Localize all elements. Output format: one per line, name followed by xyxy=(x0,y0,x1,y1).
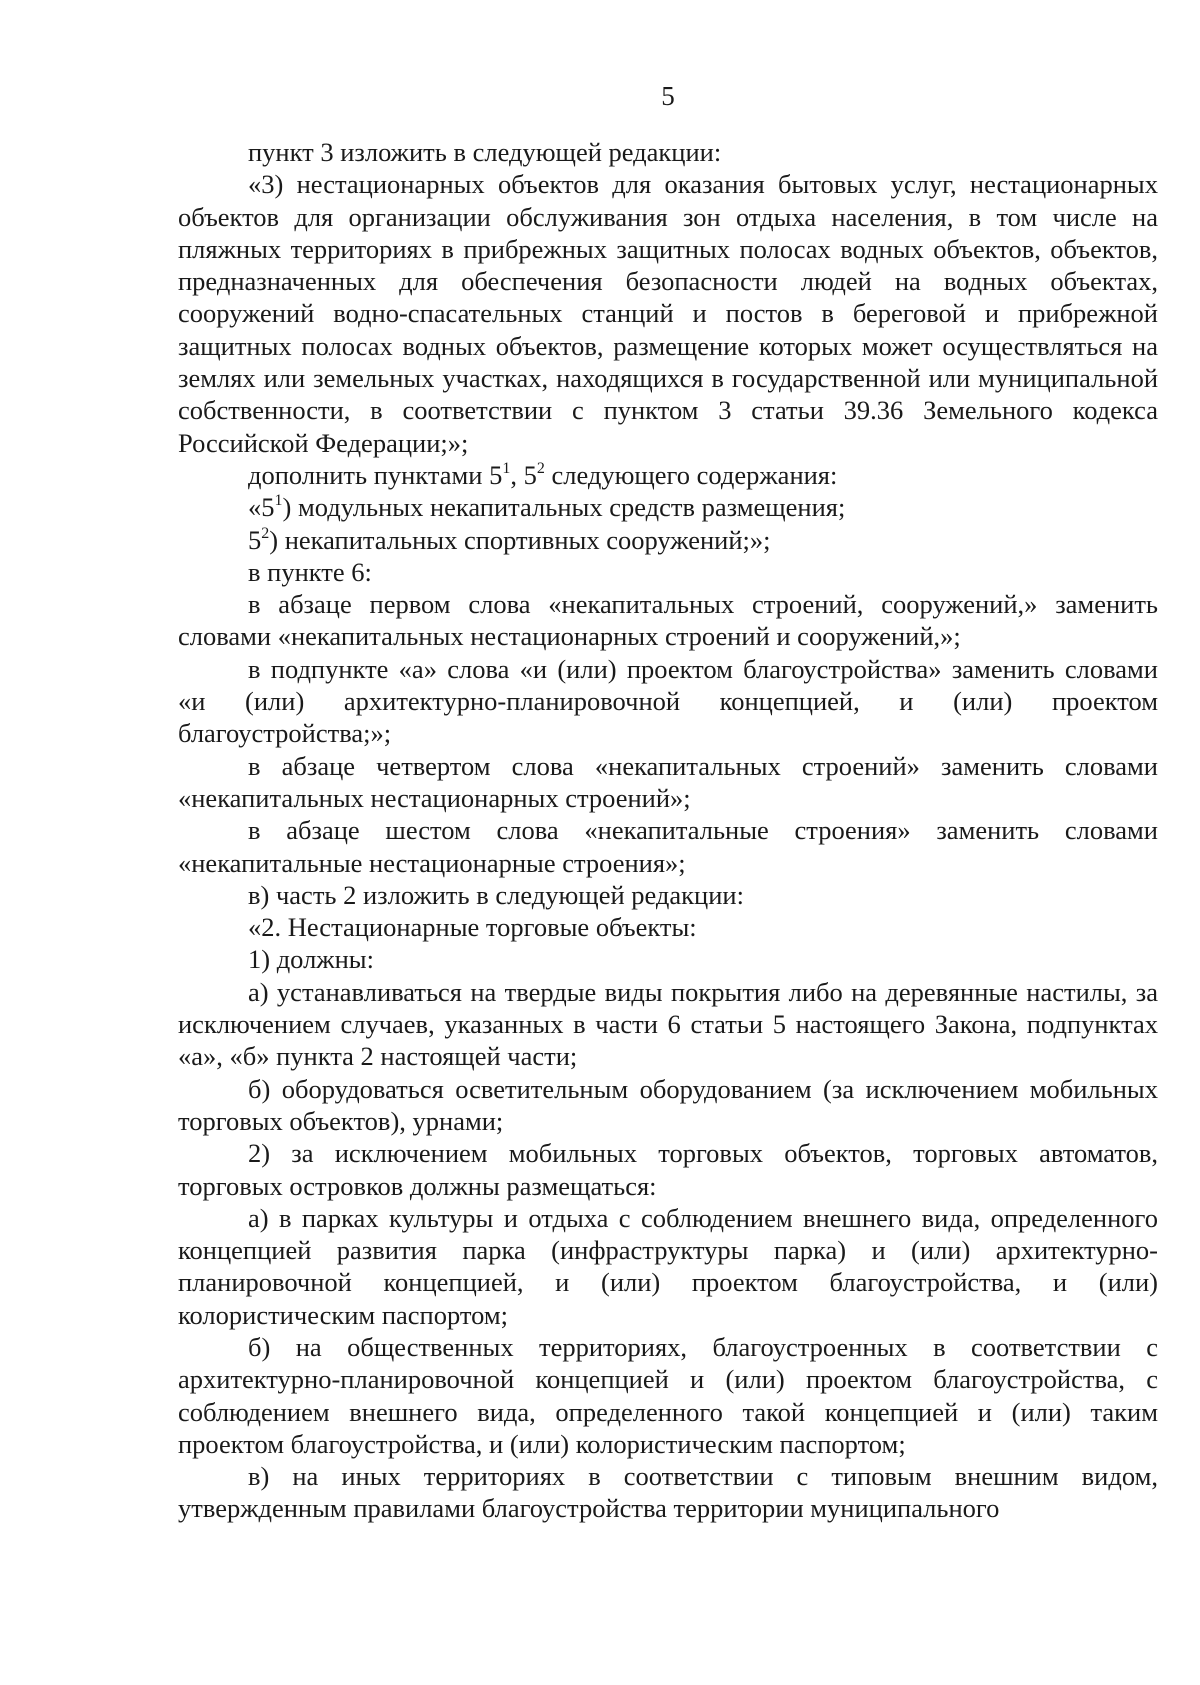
document-body xyxy=(178,136,1158,1525)
paragraph-7: в абзаце первом слова «некапитальных строений, сооружений,» заменить словами «некапитальных нестационарных строений и сооружений,»; xyxy=(178,589,1158,652)
paragraph-4-text-2: ) модульных некапитальных средств размещения; xyxy=(282,492,846,523)
paragraph-9: в абзаце четвертом слова «некапитальных строений» заменить словами «некапитальных нестационарных строений»; xyxy=(178,750,1158,813)
paragraph-18: б) на общественных территориях, благоустроенных в соответствии с архитектурно-планировочной концепцией и (или) проектом благоустройства, с соблюдением внешнего вида, определенного такой концепцией и (или) таким проектом благоустройства, и (или) колористическим паспортом; xyxy=(178,1331,1158,1459)
paragraph-12: «2. Нестационарные торговые объекты: xyxy=(248,912,697,943)
paragraph-6: в пункте 6: xyxy=(248,556,372,587)
superscript-3: 1 xyxy=(274,492,283,510)
paragraph-13: 1) должны: xyxy=(248,944,374,975)
page-number: 5 xyxy=(661,81,675,111)
paragraph-5 xyxy=(178,524,1158,556)
paragraph-8: в подпункте «а» слова «и (или) проектом благоустройства» заменить словами «и (или) архитектурно-планировочной концепцией, и (или) проектом благоустройства;»; xyxy=(178,653,1158,749)
paragraph-14: а) устанавливаться на твердые виды покрытия либо на деревянные настилы, за исключением случаев, указанных в части 6 статьи 5 настоящего Закона, подпунктах «а», «б» пункта 2 настоящей части; xyxy=(178,976,1158,1072)
paragraph-3 xyxy=(178,459,1158,491)
paragraph-4-text-1: «5 xyxy=(248,492,275,523)
paragraph-3-text-1: дополнить пунктами 5 xyxy=(248,459,503,490)
paragraph-5-text-2: ) некапитальных спортивных сооружений;»; xyxy=(269,524,771,555)
paragraph-5-text-1: 5 xyxy=(248,524,262,555)
paragraph-4 xyxy=(178,491,1158,523)
paragraph-19: в) на иных территориях в соответствии с типовым внешним видом, утвержденным правилами благоустройства территории муниципального xyxy=(178,1461,1158,1524)
paragraph-3-text-2: , 5 xyxy=(510,459,537,490)
paragraph-15: б) оборудоваться осветительным оборудованием (за исключением мобильных торговых объектов), урнами; xyxy=(178,1073,1158,1136)
paragraph-2: «3) нестационарных объектов для оказания бытовых услуг, нестационарных объектов для организации обслуживания зон отдыха населения, в том числе на пляжных территориях в прибрежных защитных полосах водных объектов, объектов, предназначенных для обеспечения безопасности людей на водных объектах, сооружений водно-спасательных станций и постов в береговой и прибрежной защитных полосах водных объектов, размещение которых может осуществляться на землях или земельных участках, находящихся в государственной или муниципальной собственности, в соответствии с пунктом 3 статьи 39.36 Земельного кодекса Российской Федерации;»; xyxy=(178,169,1158,458)
paragraph-17: а) в парках культуры и отдыха с соблюдением внешнего вида, определенного концепцией развития парка (инфраструктуры парка) и (или) архитектурно-планировочной концепцией, и (или) проектом благоустройства, и (или) колористическим паспортом; xyxy=(178,1202,1158,1330)
paragraph-3-text-3: следующего содержания: xyxy=(544,459,838,490)
paragraph-11: в) часть 2 изложить в следующей редакции: xyxy=(248,879,744,910)
superscript-2: 2 xyxy=(536,459,545,477)
paragraph-16: 2) за исключением мобильных торговых объектов, торговых автоматов, торговых островков должны размещаться: xyxy=(178,1138,1158,1201)
superscript-1: 1 xyxy=(502,459,511,477)
paragraph-10: в абзаце шестом слова «некапитальные строения» заменить словами «некапитальные нестационарные строения»; xyxy=(178,815,1158,878)
superscript-4: 2 xyxy=(261,524,270,542)
paragraph-1: пункт 3 изложить в следующей редакции: xyxy=(248,137,722,167)
